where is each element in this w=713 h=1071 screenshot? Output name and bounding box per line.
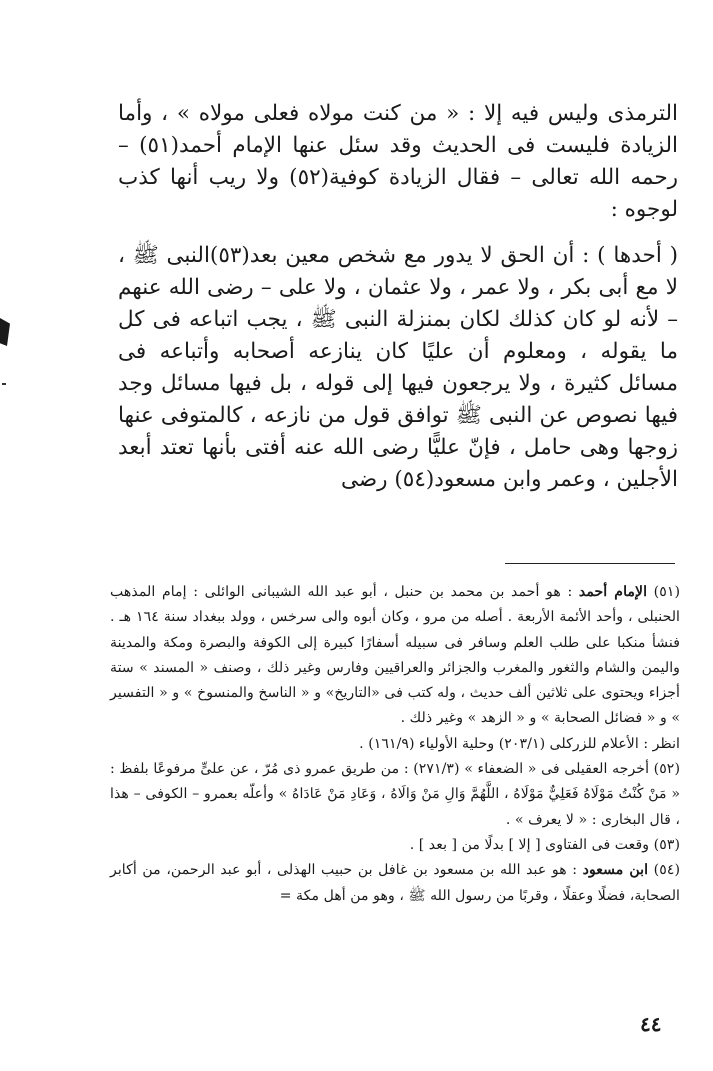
footnote-51-marker: (٥١) [653,584,681,600]
page-number: ٤٤ [640,1012,662,1036]
main-text [118,98,678,496]
paragraph-2: ( أحدها ) : أن الحق لا يدور مع شخص معين بعد(٥٣)النبى ﷺ ، لا مع أبى بكر ، ولا عمر ، ولا عثمان ، ولا على – رضى الله عنهم – لأنه لو كان كذلك لكان بمنزلة النبى ﷺ ، يجب اتباعه فى كل ما يقوله ، ومعلوم أن عليًا كان ينازعه أصحابه وأتباعه فى مسائل كثيرة ، ولا يرجعون فيها إلى قوله ، بل فيها مسائل وجد فيها نصوص عن النبى ﷺ توافق قول من نازعه ، كالمتوفى عنها زوجها وهى حامل ، فإنّ عليًّا رضى الله عنه أفتى بأنها تعتد أبعد الأجلين ، وعمر وابن مسعود(٥٤) رضى [118,243,678,492]
footnote-51-reference: انظر : الأعلام للزركلى (٢٠٣/١) وحلية الأولياء (١٦١/٩) . [359,735,680,752]
footnote-51-name: الإمام أحمد [578,584,648,600]
scan-edge-mark [0,318,10,346]
footnote-54-marker: (٥٤) [653,862,680,879]
footnote-54 [110,858,680,909]
footnote-51 [110,580,680,732]
footnote-54-name: ابن مسعود [582,862,649,879]
footnotes [110,580,680,909]
footnote-54-text: : هو عبد الله بن مسعود بن غافل بن حبيب الهذلى ، أبو عبد الرحمن، من أكابر الصحابة، فضلًا وعقلًا ، وقربًا من رسول الله ﷺ ، وهو من أهل مكة = [110,862,680,904]
paragraph-1: الترمذى وليس فيه إلا : « من كنت مولاه فعلى مولاه » ، وأما الزيادة فليست فى الحديث وقد سئل عنها الإمام أحمد(٥١) – رحمه الله تعالى – فقال الزيادة كوفية(٥٢) ولا ريب أنها كذب لوجوه : [118,101,678,222]
footnote-52: (٥٢) أخرجه العقيلى فى « الضعفاء » (٢٧١/٣) : من طريق عمرو ذى مُرّ ، عن علىٍّ مرفوعًا بلفظ : « مَنْ كُنْتُ مَوْلَاهُ فَعَلِيٌّ مَوْلَاهُ ، اللَّهُمَّ وَالِ مَنْ وَالَاهُ ، وَعَادِ مَنْ عَادَاهُ » وأعلّه بعمرو – الكوفى – هذا ، قال البخارى : « لا يعرف » . [110,761,680,828]
footnote-53: (٥٣) وقعت فى الفتاوى [ إلا ] بدلًا من [ بعد ] . [409,836,680,853]
footnote-51-text: : هو أحمد بن محمد بن حنبل ، أبو عبد الله الشيبانى الوائلى : إمام المذهب الحنبلى ، وأحد الأئمة الأربعة . أصله من مرو ، وكان أبوه والى سرخس ، وولد ببغداد سنة ١٦٤ هـ . فنشأ منكبا على طلب العلم وسافر فى سبيله أسفارًا كبيرة إلى الكوفة والبصرة ومكة والمدينة واليمن والشام والثغور والمغرب والجزائر والعراقيين وفارس وغير ذلك ، وصنف « المسند » ستة أجزاء ويحتوى على ثلاثين ألف حديث ، وله كتب فى «التاريخ» و « الناسخ والمنسوخ » و « التفسير » و « فضائل الصحابة » و « الزهد » وغير ذلك . [110,584,680,727]
scan-edge-dot [2,383,6,385]
footnote-separator [505,563,675,564]
